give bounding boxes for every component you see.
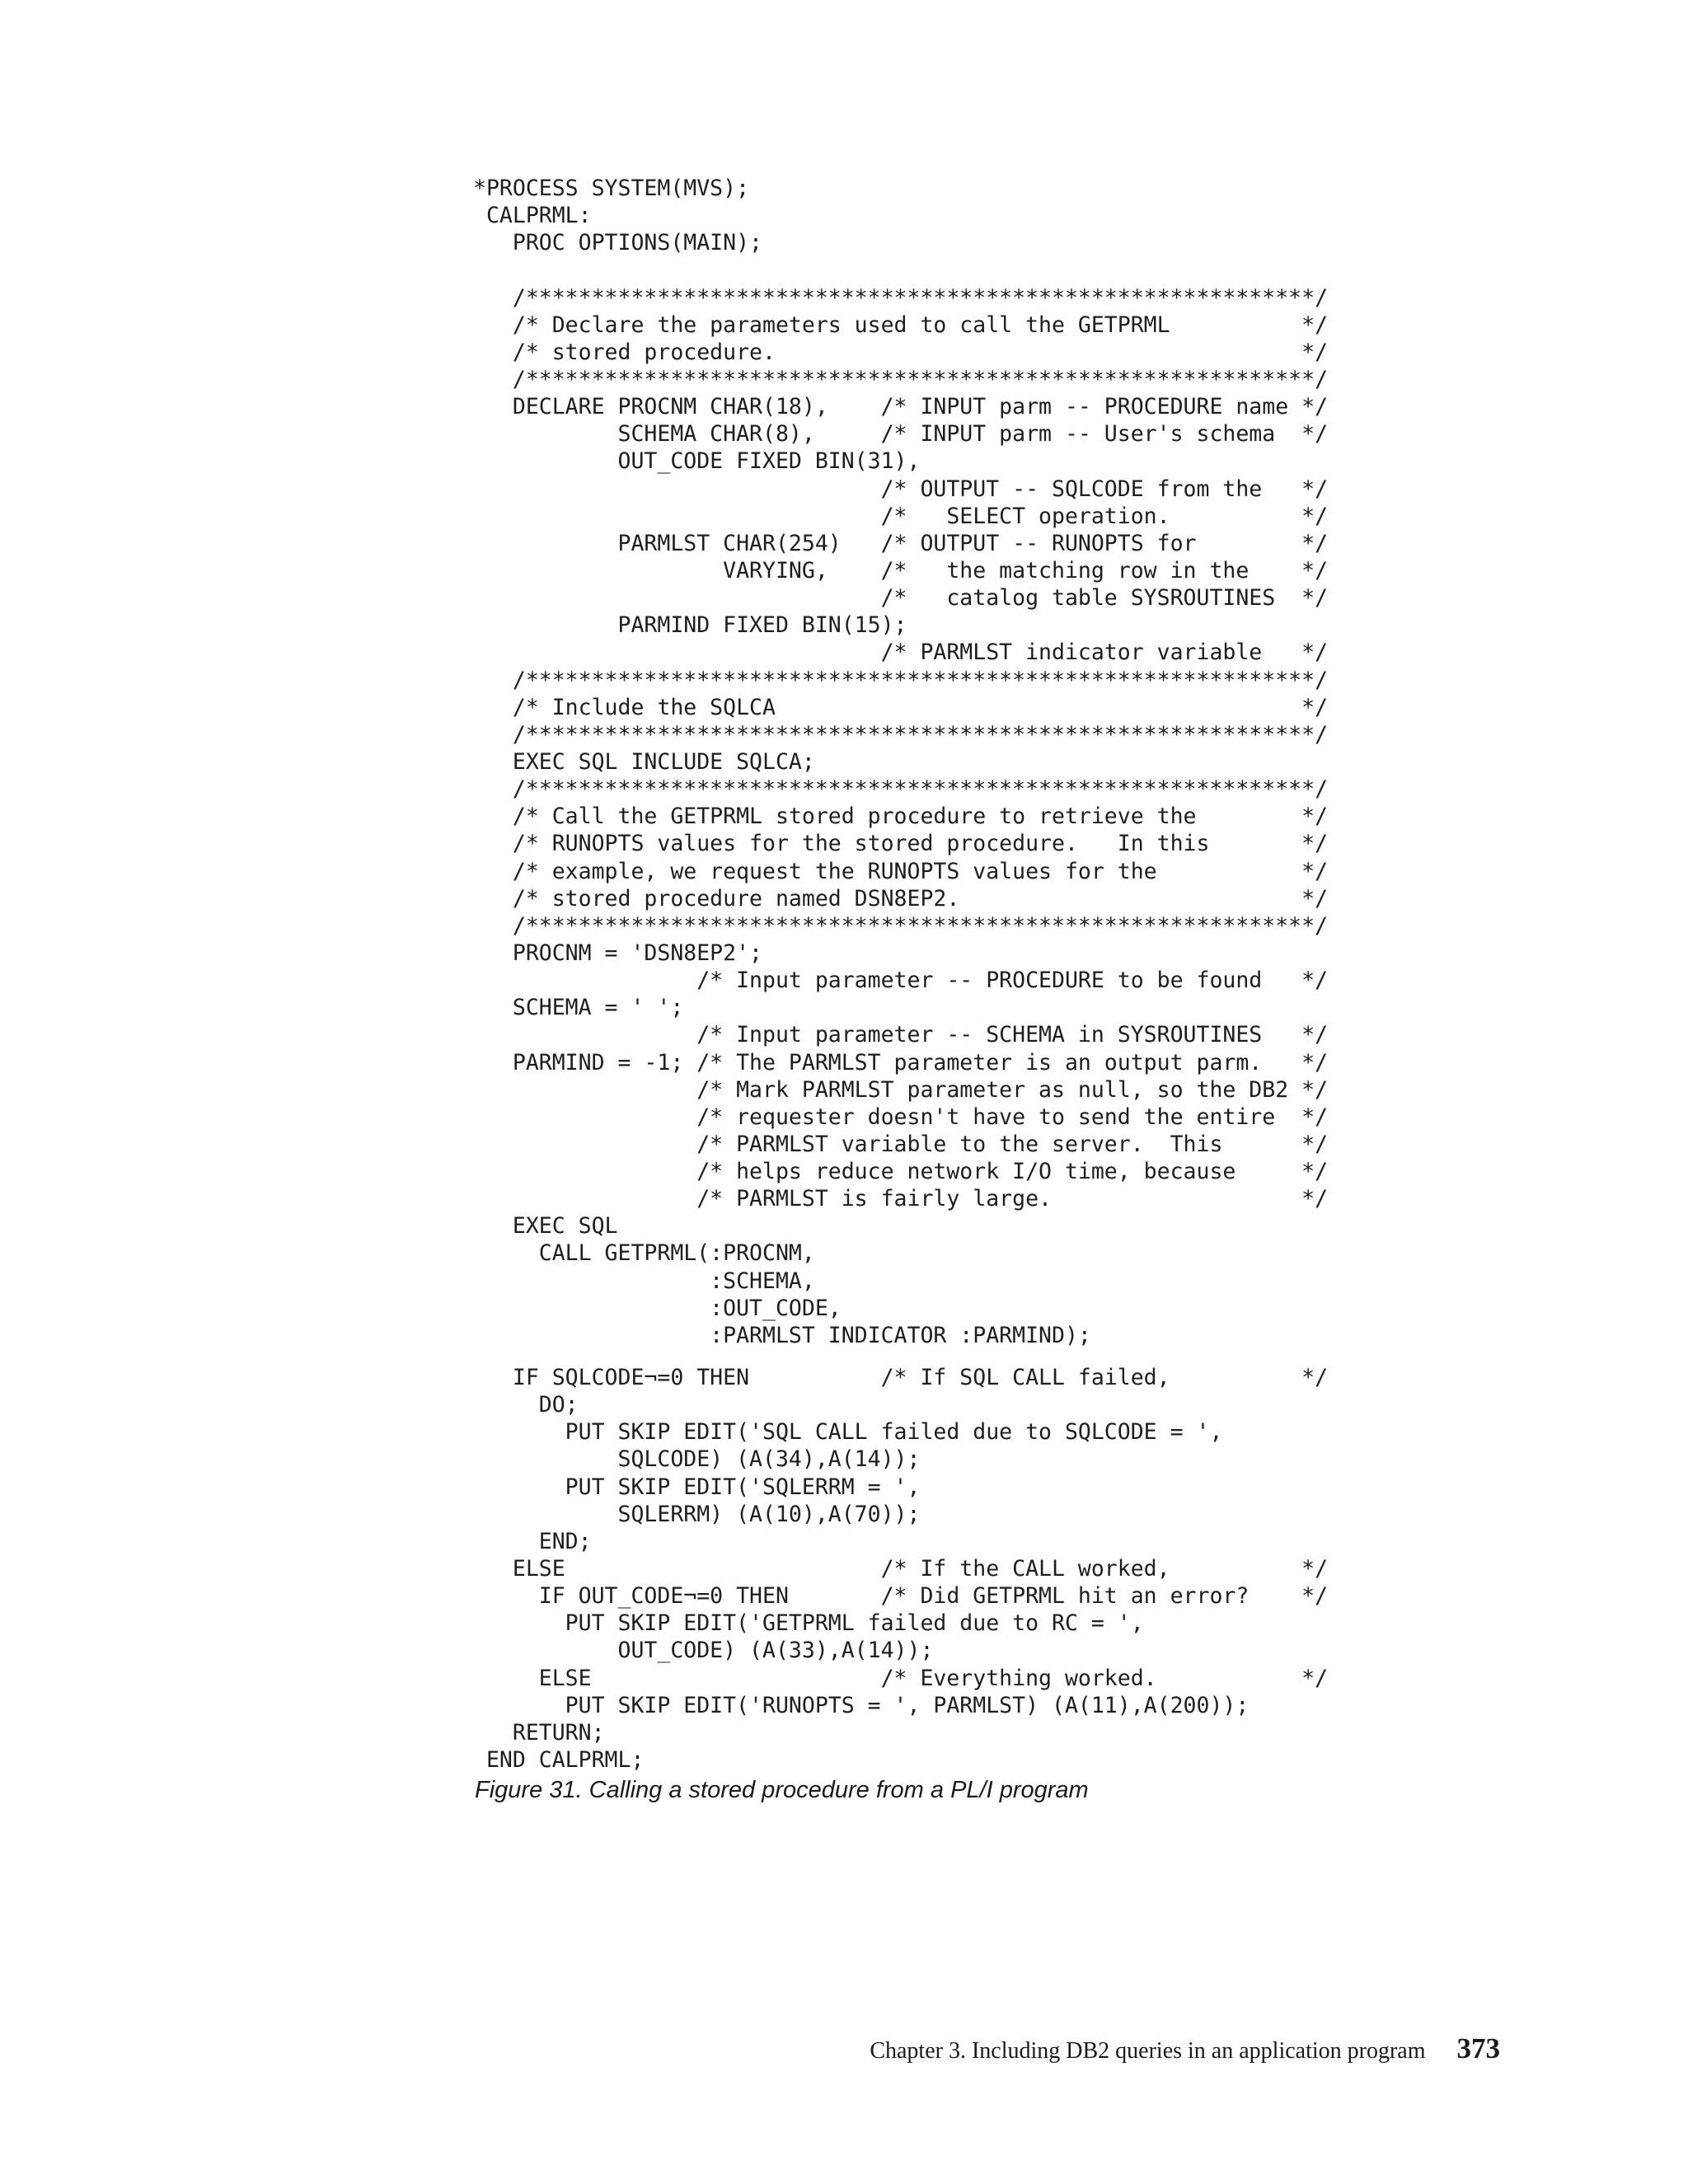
code-line: PROCNM = 'DSN8EP2'; <box>473 940 762 966</box>
code-line: /* example, we request the RUNOPTS values for the */ <box>473 858 1329 884</box>
code-line: /************************************************************/ <box>473 284 1329 311</box>
code-line: /* OUTPUT -- SQLCODE from the */ <box>473 476 1329 502</box>
code-line: /* helps reduce network I/O time, because */ <box>473 1159 1329 1185</box>
page-number: 373 <box>1456 2032 1500 2064</box>
code-line: DECLARE PROCNM CHAR(18), /* INPUT parm -- PROCEDURE name */ <box>473 394 1329 420</box>
code-line: /* Include the SQLCA */ <box>473 694 1329 720</box>
code-line: PUT SKIP EDIT('SQL CALL failed due to SQLCODE = ', <box>473 1419 1223 1446</box>
code-line: RETURN; <box>473 1719 605 1746</box>
code-line: END CALPRML; <box>473 1747 645 1774</box>
code-line: /* Input parameter -- PROCEDURE to be found */ <box>473 968 1329 994</box>
page-footer <box>870 2032 1500 2065</box>
code-line: /* catalog table SYSROUTINES */ <box>473 585 1329 612</box>
code-line: CALL GETPRML(:PROCNM, <box>473 1240 815 1267</box>
code-line: OUT_CODE FIXED BIN(31), <box>473 448 921 475</box>
code-line: IF OUT_CODE¬=0 THEN /* Did GETPRML hit an error? */ <box>473 1583 1329 1610</box>
code-line: SQLERRM) (A(10),A(70)); <box>473 1501 921 1527</box>
footer-chapter-title: Chapter 3. Including DB2 queries in an application program <box>870 2038 1426 2064</box>
code-line: PARMIND = -1; /* The PARMLST parameter is an output parm. */ <box>473 1049 1329 1076</box>
code-line: CALPRML: <box>473 203 592 229</box>
code-line: VARYING, /* the matching row in the */ <box>473 557 1329 583</box>
code-line: /************************************************************/ <box>473 776 1329 803</box>
code-line: PARMIND FIXED BIN(15); <box>473 612 907 639</box>
code-line: PUT SKIP EDIT('RUNOPTS = ', PARMLST) (A(11),A(200)); <box>473 1692 1250 1718</box>
code-line <box>473 256 1328 284</box>
code-listing <box>473 175 1328 1774</box>
code-line: *PROCESS SYSTEM(MVS); <box>473 176 750 201</box>
code-line: EXEC SQL INCLUDE SQLCA; <box>473 748 815 775</box>
code-line: OUT_CODE) (A(33),A(14)); <box>473 1638 934 1664</box>
code-line: PUT SKIP EDIT('SQLERRM = ', <box>473 1474 921 1500</box>
figure-caption: Figure 31. Calling a stored procedure from a PL/I program <box>475 1777 1089 1803</box>
code-line: PROC OPTIONS(MAIN); <box>473 230 762 256</box>
code-line: END; <box>473 1528 592 1554</box>
code-line: /* requester doesn't have to send the entire */ <box>473 1104 1329 1130</box>
code-line: /* Declare the parameters used to call the GETPRML */ <box>473 312 1329 338</box>
code-line: /* SELECT operation. */ <box>473 503 1329 529</box>
code-line: :OUT_CODE, <box>473 1295 842 1321</box>
code-line: SQLCODE) (A(34),A(14)); <box>473 1446 921 1473</box>
code-line: /* RUNOPTS values for the stored procedure. In this */ <box>473 831 1329 857</box>
code-line: :PARMLST INDICATOR :PARMIND); <box>473 1322 1091 1348</box>
code-line: /************************************************************/ <box>473 667 1329 693</box>
code-line: /* PARMLST is fairly large. */ <box>473 1186 1329 1212</box>
code-line: /* PARMLST variable to the server. This */ <box>473 1131 1329 1157</box>
code-line: /* PARMLST indicator variable */ <box>473 640 1329 666</box>
code-line: /* stored procedure. */ <box>473 339 1329 365</box>
code-line: /* Call the GETPRML stored procedure to retrieve the */ <box>473 804 1329 830</box>
code-line: /************************************************************/ <box>473 912 1329 939</box>
code-line: /************************************************************/ <box>473 721 1329 748</box>
code-line: ELSE /* If the CALL worked, */ <box>473 1556 1329 1582</box>
code-line: /* Mark PARMLST parameter as null, so the DB2 */ <box>473 1076 1329 1103</box>
code-line: SCHEMA CHAR(8), /* INPUT parm -- User's schema */ <box>473 421 1329 448</box>
code-line: ELSE /* Everything worked. */ <box>473 1665 1329 1691</box>
code-line: SCHEMA = ' '; <box>473 995 684 1021</box>
code-line: PARMLST CHAR(254) /* OUTPUT -- RUNOPTS for */ <box>473 530 1329 556</box>
code-line: :SCHEMA, <box>473 1268 815 1294</box>
code-line: EXEC SQL <box>473 1213 618 1240</box>
code-line: PUT SKIP EDIT('GETPRML failed due to RC = ', <box>473 1610 1144 1637</box>
code-line: /************************************************************/ <box>473 366 1329 392</box>
code-line: /* stored procedure named DSN8EP2. */ <box>473 885 1329 912</box>
code-line: /* Input parameter -- SCHEMA in SYSROUTINES */ <box>473 1022 1329 1048</box>
code-line: DO; <box>473 1392 579 1418</box>
code-line: IF SQLCODE¬=0 THEN /* If SQL CALL failed, */ <box>473 1365 1329 1391</box>
